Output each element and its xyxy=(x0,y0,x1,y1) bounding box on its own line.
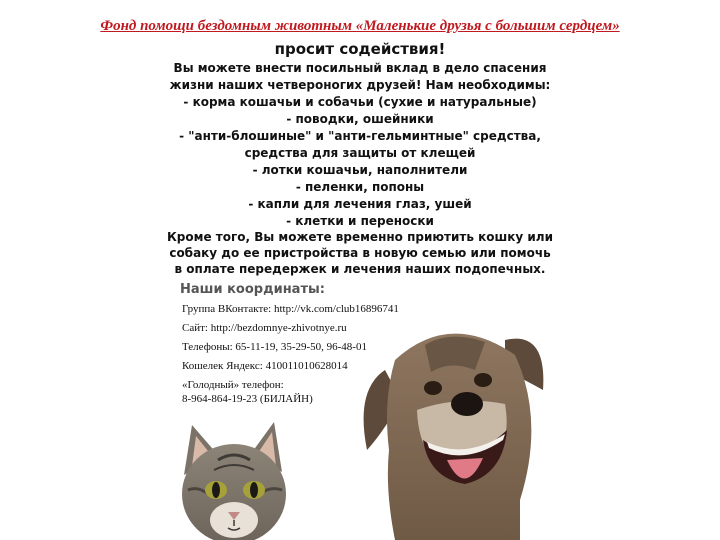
needs-item: - клетки и переноски xyxy=(286,214,434,228)
foster-line: Кроме того, Вы можете временно приютить кошку или xyxy=(167,230,553,244)
foster-line: собаку до ее пристройства в новую семью или помочь xyxy=(169,246,551,260)
needs-item: - поводки, ошейники xyxy=(286,112,434,126)
wallet-text: Кошелек Яндекс: 410011010628014 xyxy=(182,360,348,372)
cat-photo xyxy=(178,420,290,540)
hotline-number: 8-964-864-19-23 (БИЛАЙН) xyxy=(182,393,313,405)
needs-item: - пеленки, попоны xyxy=(295,180,425,194)
site-link[interactable]: Сайт: http://bezdomnye-zhivotnye.ru xyxy=(182,322,347,334)
needs-item: - корма кошачьи и собачьи (сухие и натуральные) xyxy=(183,95,537,109)
page-title: Фонд помощи бездомным животным «Маленькие друзья с большим сердцем» xyxy=(100,18,620,34)
needs-item: средства для защиты от клещей xyxy=(244,146,476,160)
contacts-heading: Наши координаты: xyxy=(180,282,325,297)
needs-item: - лотки кошачьи, наполнители xyxy=(252,163,468,177)
subtitle: просит содействия! xyxy=(274,40,446,58)
dog-photo xyxy=(355,300,550,540)
foster-text xyxy=(140,229,580,277)
vk-link[interactable]: Группа ВКонтакте: http://vk.com/club16896741 xyxy=(182,303,399,315)
intro-lead-line: Вы можете внести посильный вклад в дело спасения xyxy=(173,61,547,75)
intro-block xyxy=(120,60,600,230)
needs-item: - "анти-блошиные" и "анти-гельминтные" средства, xyxy=(179,129,541,143)
hotline-label: «Голодный» телефон: xyxy=(182,379,284,391)
foster-line: в оплате передержек и лечения наших подопечных. xyxy=(174,262,546,276)
intro-lead-line: жизни наших четвероногих друзей! Нам необходимы: xyxy=(169,78,551,92)
phones-text: Телефоны: 65-11-19, 35-29-50, 96-48-01 xyxy=(182,341,367,353)
needs-list xyxy=(120,94,600,230)
needs-item: - капли для лечения глаз, ушей xyxy=(248,197,472,211)
